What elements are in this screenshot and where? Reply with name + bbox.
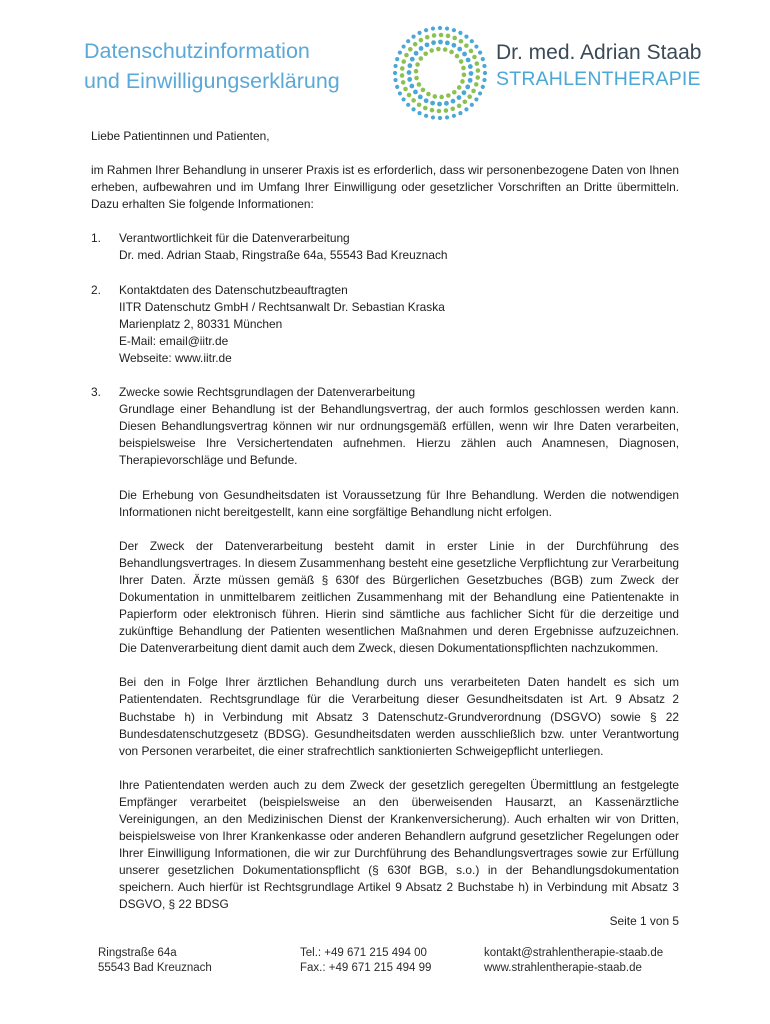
section-title: Zwecke sowie Rechtsgrundlagen der Datenverarbeitung — [119, 385, 416, 400]
footer-phone: Tel.: +49 671 215 494 00 — [300, 947, 427, 959]
logo-dot — [407, 70, 412, 75]
logo-dot — [404, 53, 409, 58]
section-responsibility — [91, 230, 679, 264]
logo-dot — [424, 98, 429, 103]
logo-dot — [393, 64, 397, 68]
section-title: Kontaktdaten des Datenschutzbeauftragten — [119, 282, 348, 297]
logo-dot — [452, 28, 456, 32]
logo-dot — [478, 91, 482, 95]
logo-dot — [431, 40, 436, 45]
logo-dot — [462, 52, 467, 57]
logo-dot — [482, 78, 486, 82]
logo-dot — [426, 92, 431, 97]
section-paragraph: Bei den in Folge Ihrer ärztlichen Behandlung durch uns verarbeiteten Daten handelt es sich um Patientendaten. Rechtsgrundlage für die Verarbeitung dieser Gesundheitsdaten ist Art. 9 Absatz 2 Buchstabe h) in Verbindung mit Absatz 3 Datenschutz-Grundverordnung (DSGVO) sowie § 22 Bundesdatenschutzgesetz (BDSG). Gesundheitsdaten werden ausschließlich bzw. unter Verantwortung von Personen verarbeitet, die einer strafrechtlich sanktionierten Schweigepflicht unterliegen. — [119, 675, 679, 758]
logo-dot — [393, 71, 397, 75]
logo-dot — [452, 114, 456, 118]
logo-dot — [468, 64, 473, 69]
logo-dot — [413, 42, 418, 47]
logo-dot — [451, 99, 456, 104]
logo-dot — [408, 47, 413, 52]
footer-address-city: 55543 Bad Kreuznach — [98, 962, 212, 974]
logo-dot — [474, 82, 479, 87]
logo-dot — [467, 94, 472, 99]
logo-dot — [444, 101, 449, 106]
footer-phone-fax — [300, 946, 431, 976]
logo-dot — [475, 61, 480, 66]
logo-dot — [409, 84, 414, 89]
logo-dot — [481, 85, 485, 89]
logo-dot — [452, 36, 457, 41]
logo-dot — [476, 68, 481, 73]
section-line: E-Mail: email@iitr.de — [119, 333, 229, 348]
logo-dot — [395, 85, 399, 89]
logo-dot — [417, 111, 421, 115]
logo-dot — [470, 103, 474, 107]
logo-dot — [429, 48, 434, 53]
section-paragraph: Der Zweck der Datenverarbeitung besteht damit in erster Linie in der Durchführung des Behandlungsvertrages. In diesem Zusammenhang besteht eine gesetzliche Verpflichtung zur Verarbeitung Ihrer Daten. Ärzte müssen gemäß § 630f des Bürgerlichen Gesetzbuches (BGB) zum Zweck der Dokumentation in unmittelbarem zeitlichen Zusammenhang mit der Behandlung eine Patientenakte in Papierform oder elektronisch führen. Hierin sind sämtliche aus fachlicher Sicht für die derzeitige und zukünftige Behandlung der Patienten wesentlichen Maßnahmen und deren Ergebnisse aufzuzeichnen. Die Datenverarbeitung dient damit auch dem Zweck, diesen Dokumentationspflichten nachzukommen. — [119, 538, 679, 656]
logo-dot — [424, 114, 428, 118]
section-title: Verantwortlichkeit für die Datenverarbeitung — [119, 231, 350, 246]
logo-dot — [421, 88, 426, 93]
section-line: IITR Datenschutz GmbH / Rechtsanwalt Dr. Sebastian Kraska — [119, 299, 445, 314]
logo-dot — [430, 101, 435, 106]
practice-brand — [496, 40, 701, 92]
section-line: Marienplatz 2, 80331 München — [119, 316, 283, 331]
logo-dot — [457, 47, 462, 52]
logo-dot — [414, 51, 419, 56]
logo-dot — [461, 66, 466, 71]
logo-dot — [438, 116, 442, 120]
logo-dot — [471, 89, 476, 94]
logo-dot — [446, 34, 451, 39]
logo-dot — [400, 73, 405, 78]
logo-dot — [419, 46, 424, 51]
logo-dot — [437, 109, 442, 114]
logo-dot — [406, 103, 410, 107]
practice-name: Dr. med. Adrian Staab — [496, 41, 702, 64]
logo-dot — [401, 97, 405, 101]
logo-dot — [462, 90, 467, 95]
section-paragraph: Die Erhebung von Gesundheitsdaten ist Voraussetzung für Ihre Behandlung. Werden die notwendigen Informationen nicht bereitgestellt, kann eine sorgfältige Behandlung nicht erfolgen. — [119, 487, 679, 519]
logo-dot — [446, 93, 451, 98]
logo-dot — [460, 79, 465, 84]
logo-dot — [464, 43, 469, 48]
logo-dot — [398, 50, 402, 54]
logo-dot — [401, 44, 405, 48]
logo-dot — [474, 44, 478, 48]
logo-dot — [445, 115, 449, 119]
logo-dot — [407, 77, 412, 82]
logo-dot — [418, 95, 423, 100]
logo-dot — [481, 57, 485, 61]
logo-dot — [432, 33, 437, 38]
logo-dot — [483, 71, 487, 75]
logo-dot — [475, 75, 480, 80]
logo-dot — [438, 26, 442, 30]
logo-dot — [465, 84, 470, 89]
section-purposes-legal-basis — [91, 384, 679, 914]
logo-dot — [445, 40, 450, 45]
logo-dot — [457, 85, 462, 90]
logo-dot — [401, 59, 406, 64]
logo-dot — [407, 93, 412, 98]
logo-dot — [406, 39, 410, 43]
logo-dot — [459, 59, 464, 64]
logo-dot — [410, 57, 415, 62]
logo-dot — [414, 76, 419, 81]
footer-contact — [484, 946, 663, 976]
logo-dot — [424, 28, 428, 32]
footer-address — [98, 946, 212, 976]
logo-dot — [401, 80, 406, 85]
section-paragraph: Ihre Patientendaten werden auch zu dem Zweck der gesetzlich geregelten Übermittlung an festgelegte Empfänger verarbeitet (beispielsweise an den überweisenden Hausarzt, an Kassenärztliche Vereinigungen, an den Medizinischen Dienst der Krankenversicherung). Auch erhalten wir von Dritten, beispielsweise von Ihrer Krankenkasse oder anderen Behandlern aufgrund gesetzlicher Regelungen oder Ihrer Einwilligung Informationen, die wir zur Durchführung des Behandlungsvertrages sowie zur Erfüllung unserer gesetzlichen Dokumentationspflicht (§ 630f BGB, s.o.) in der Behandlungsdokumentation speichern. Auch hierfür ist Rechtsgrundlage Artikel 9 Absatz 2 Buchstabe h) in Verbindung mit Absatz 3 DSGVO, § 22 BDSG — [119, 777, 679, 912]
logo-dot — [462, 72, 467, 77]
logo-dot — [407, 63, 412, 68]
logo-dot — [449, 50, 454, 55]
section-number: 1. — [91, 231, 101, 246]
logo-dot — [417, 102, 422, 107]
logo-dot — [425, 42, 430, 47]
logo-dot — [464, 107, 468, 111]
logo-dot — [400, 66, 405, 71]
logo-dot — [457, 104, 462, 109]
logo-dot — [403, 87, 408, 92]
logo-dot — [431, 26, 435, 30]
footer-fax: Fax.: +49 671 215 494 99 — [300, 962, 432, 974]
logo-dot — [436, 47, 441, 52]
logo-dot — [395, 57, 399, 61]
logo-dot — [398, 91, 402, 95]
logo-dot — [450, 107, 455, 112]
logo-dot — [466, 58, 471, 63]
logo-dot — [457, 95, 462, 100]
logo-dot — [425, 35, 430, 40]
section-line: Dr. med. Adrian Staab, Ringstraße 64a, 55543 Bad Kreuznach — [119, 248, 448, 263]
logo-dot — [419, 38, 424, 43]
logo-dot — [423, 51, 428, 56]
section-paragraph: Grundlage einer Behandlung ist der Behandlungsvertrag, der auch formlos geschlossen werden kann. Diesen Behandlungsvertrag können wir nur ordnungsgemäß erfüllen, wenn wir Ihre Daten verarbeiten, beispielsweise Ihre Versichertendaten aufnehmen. Hierzu zählen auch Anamnesen, Diagnosen, Therapievorschläge und Befunde. — [119, 402, 679, 468]
logo-dot — [411, 34, 415, 38]
logo-dot — [470, 39, 474, 43]
logo-dot — [455, 54, 460, 59]
section-number: 3. — [91, 385, 101, 400]
logo-dot — [433, 94, 438, 99]
logo-dot — [464, 34, 468, 38]
logo-dot — [439, 95, 444, 100]
document-title — [84, 36, 340, 96]
logo-dot — [419, 56, 424, 61]
logo-dot — [443, 47, 448, 52]
logo-dot — [414, 69, 419, 74]
logo-dot — [478, 50, 482, 54]
section-number: 2. — [91, 282, 101, 297]
practice-specialty: STRAHLENTHERAPIE — [496, 68, 701, 90]
logo-dot — [468, 78, 473, 83]
logo-dot — [431, 115, 435, 119]
logo-dot — [463, 99, 468, 104]
logo-dot — [474, 97, 478, 101]
footer-address-street: Ringstraße 64a — [98, 947, 177, 959]
logo-dot — [437, 102, 442, 107]
page-number: Seite 1 von 5 — [609, 914, 679, 928]
logo-dot — [472, 55, 477, 60]
logo-dot — [469, 71, 474, 76]
footer-website: www.strahlentherapie-staab.de — [484, 962, 642, 974]
title-line-2: und Einwilligungserklärung — [84, 69, 340, 93]
greeting: Liebe Patientinnen und Patienten, — [91, 129, 270, 143]
document-body — [91, 128, 679, 931]
title-line-1: Datenschutzinformation — [84, 39, 310, 63]
logo-dot — [458, 111, 462, 115]
logo-dot — [444, 108, 449, 113]
section-line: Webseite: www.iitr.de — [119, 350, 232, 365]
footer-email: kontakt@strahlentherapie-staab.de — [484, 947, 664, 959]
dotted-circle-logo-icon — [391, 24, 489, 122]
logo-dot — [452, 90, 457, 95]
logo-dot — [393, 78, 397, 82]
intro-paragraph: im Rahmen Ihrer Behandlung in unserer Praxis ist es erforderlich, dass wir personenbezogene Daten von Ihnen erheben, aufbewahren und im Umfang Ihrer Einwilligung oder gesetzlicher Vorschriften an Dritte übermitteln. Dazu erhalten Sie folgende Informationen: — [91, 163, 679, 212]
logo-dot — [439, 33, 444, 38]
logo-dot — [417, 31, 421, 35]
logo-dot — [417, 82, 422, 87]
logo-dot — [430, 108, 435, 113]
logo-dot — [423, 106, 428, 111]
logo-dot — [438, 40, 443, 45]
logo-dot — [459, 39, 464, 44]
logo-dot — [411, 98, 416, 103]
logo-dot — [445, 26, 449, 30]
logo-dot — [411, 107, 415, 111]
logo-dot — [469, 49, 474, 54]
logo-dot — [458, 31, 462, 35]
logo-dot — [451, 43, 456, 48]
logo-dot — [413, 90, 418, 95]
logo-dot — [482, 64, 486, 68]
logo-dot — [415, 62, 420, 67]
section-data-protection-officer — [91, 282, 679, 367]
